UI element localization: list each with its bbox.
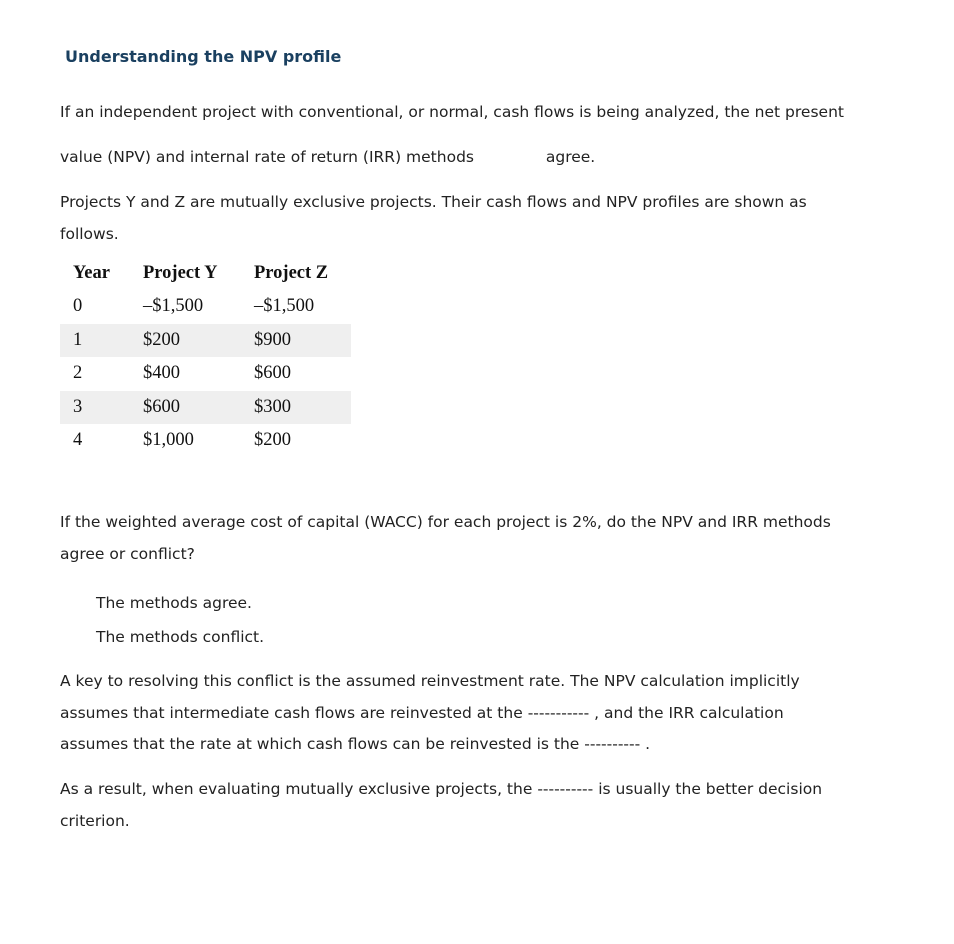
- intro-paragraph-line2: [60, 142, 595, 174]
- wacc-question-line1: If the weighted average cost of capital (WACC) for each project is 2%, do the NPV and IRR methods: [60, 513, 831, 531]
- conclusion-line1-end: is usually the better decision: [598, 780, 823, 798]
- table-row: [60, 357, 351, 391]
- wacc-question-line2: agree or conflict?: [60, 544, 195, 563]
- option-methods-agree[interactable]: The methods agree.: [96, 594, 252, 612]
- project-z-cell: $600: [254, 363, 291, 384]
- projects-paragraph: [60, 187, 807, 250]
- conclusion-line1-text: As a result, when evaluating mutually exclusive projects, the: [60, 780, 533, 798]
- year-cell: 2: [73, 363, 83, 384]
- projects-paragraph-line2: follows.: [60, 224, 119, 243]
- year-cell: 4: [73, 430, 83, 451]
- project-y-cell: $1,000: [143, 430, 194, 451]
- header-year: Year: [73, 262, 110, 283]
- intro-paragraph-text: value (NPV) and internal rate of return (IRR) methods: [60, 148, 474, 166]
- conclusion-line2: criterion.: [60, 811, 130, 830]
- conclusion-line1: [60, 774, 822, 806]
- reinvestment-paragraph: [60, 666, 800, 761]
- project-z-cell: $900: [254, 324, 351, 358]
- npv-rate-dropdown[interactable]: -----------: [527, 703, 590, 722]
- table-row: [60, 290, 351, 324]
- header-project-z: Project Z: [254, 262, 329, 283]
- table-row: [60, 424, 351, 458]
- project-y-cell: $200: [143, 324, 254, 358]
- project-y-cell: –$1,500: [143, 296, 204, 317]
- intro-paragraph-end: agree.: [545, 148, 596, 166]
- table-row: [60, 391, 351, 425]
- cash-flow-table: [60, 256, 351, 458]
- project-z-cell: $300: [254, 391, 351, 425]
- project-y-cell: $400: [143, 363, 180, 384]
- reinvestment-line3-text: assumes that the rate at which cash flows can be reinvested is the: [60, 735, 580, 753]
- project-z-cell: –$1,500: [254, 296, 315, 317]
- intro-paragraph-line1: If an independent project with conventional, or normal, cash flows is being analyzed, the net present: [60, 103, 844, 121]
- reinvestment-line2: [60, 698, 800, 730]
- wacc-question: [60, 507, 831, 570]
- table-row: [60, 324, 351, 358]
- option-methods-conflict[interactable]: The methods conflict.: [96, 628, 265, 646]
- reinvestment-line2-end: , and the IRR calculation: [594, 703, 784, 722]
- project-y-cell: $600: [143, 391, 254, 425]
- project-z-cell: $200: [254, 430, 291, 451]
- reinvestment-line3: [60, 729, 800, 761]
- page-title: Understanding the NPV profile: [65, 47, 342, 66]
- year-cell: 3: [60, 391, 143, 425]
- decision-criterion-dropdown[interactable]: ----------: [537, 780, 594, 798]
- year-cell: 0: [73, 296, 83, 317]
- conclusion-paragraph: [60, 774, 822, 837]
- table-header-row: [60, 256, 351, 290]
- irr-rate-dropdown[interactable]: ----------: [584, 735, 641, 753]
- reinvestment-line2-text: assumes that intermediate cash flows are reinvested at the: [60, 703, 523, 722]
- year-cell: 1: [60, 324, 143, 358]
- projects-paragraph-line1: Projects Y and Z are mutually exclusive projects. Their cash flows and NPV profiles are shown as: [60, 193, 807, 211]
- reinvestment-line3-end: .: [645, 735, 651, 753]
- header-project-y: Project Y: [143, 262, 218, 283]
- reinvestment-line1: A key to resolving this conflict is the assumed reinvestment rate. The NPV calculation implicitly: [60, 672, 800, 690]
